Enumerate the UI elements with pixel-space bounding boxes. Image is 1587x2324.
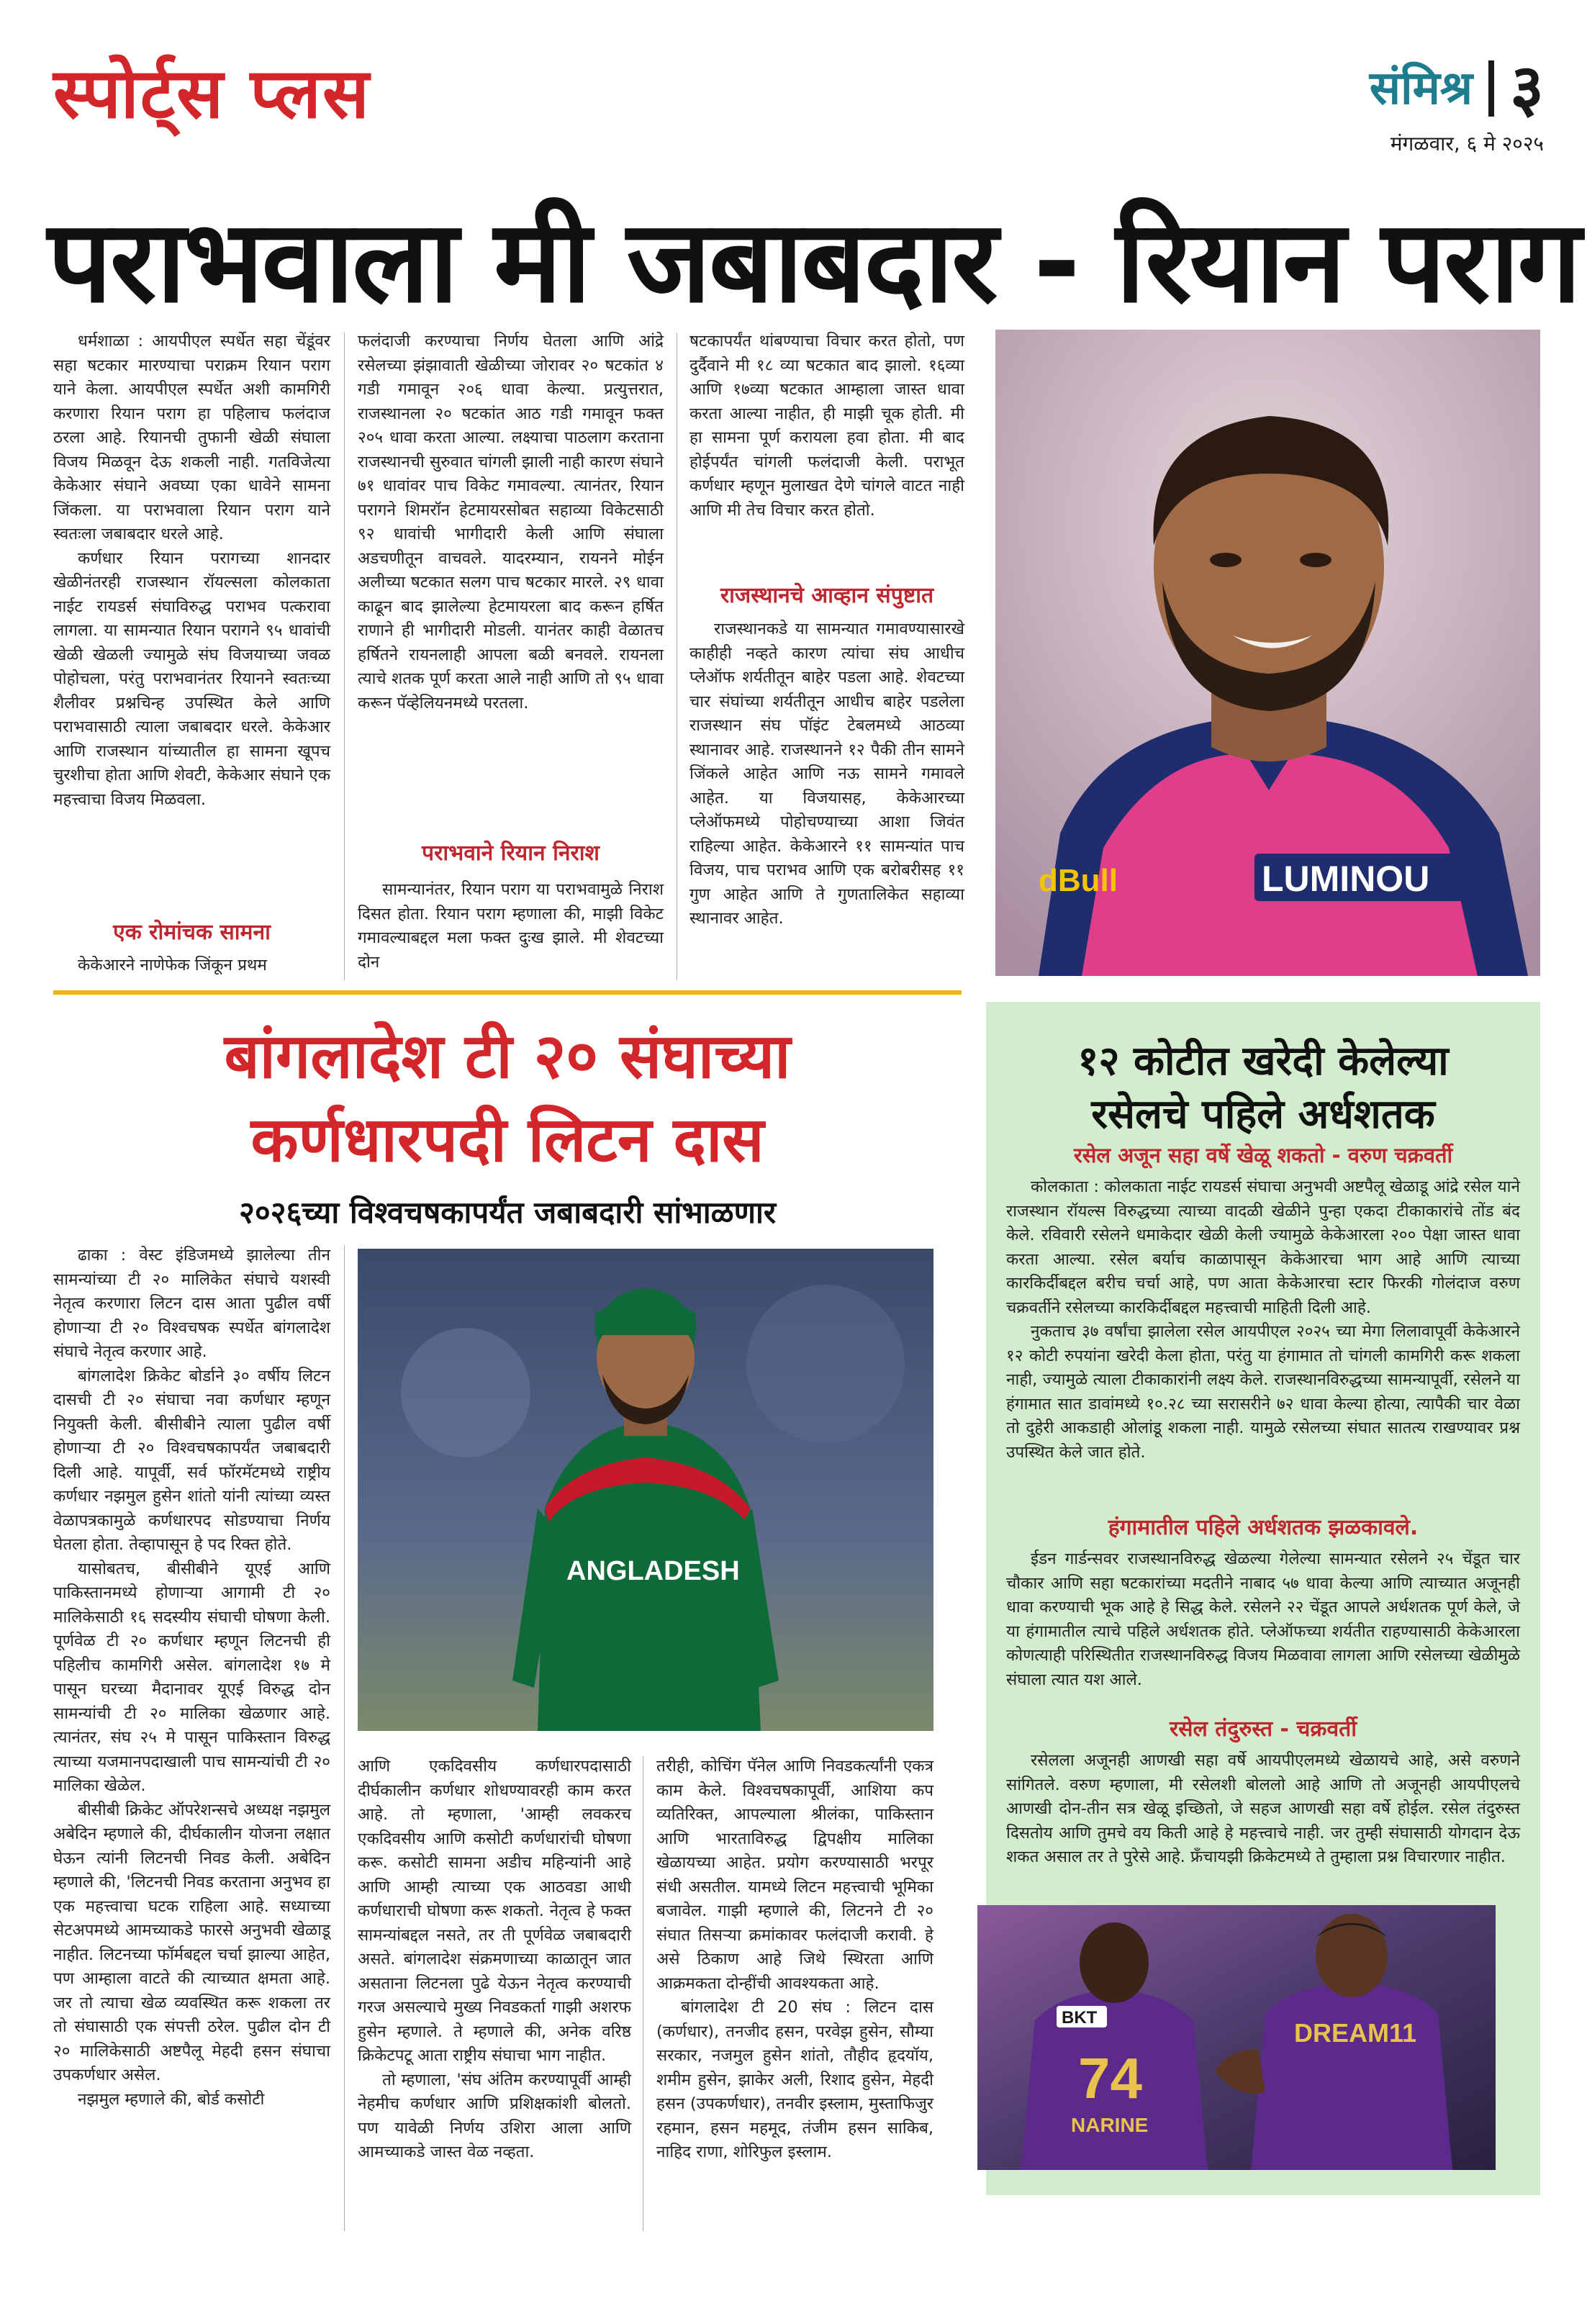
story3-body-2 bbox=[987, 1547, 1539, 1692]
story1-headline: पराभवाला मी जबाबदार - रियान पराग bbox=[48, 196, 1580, 328]
story3-deck: रसेल अजून सहा वर्षे खेळू शकतो - वरुण चक्रवर्ती bbox=[1073, 1143, 1453, 1167]
story2-headline-line2: कर्णधारपदी लिटन दास bbox=[250, 1104, 764, 1176]
story2-col1-para2: बांगलादेश क्रिकेट बोर्डाने ३० वर्षीय लिटन दासची टी २० संघाचा नवा कर्णधार म्हणून नियुक्ती केली. बीसीबीने त्याला पुढील वर्षी होणाऱ्या टी २० विश्वचषकापर्यंत जबाबदारी दिली आहे. यापूर्वी, सर्व फॉरमॅटमध्ये राष्ट्रीय कर्णधार नझमुल हुसेन शांतो यांनी त्यांच्या व्यस्त वेळापत्रकामुळे कर्णधारपद सोडण्याचा निर्णय घेतला होता. तेव्हापासून हे पद रिक्त होते. bbox=[53, 1366, 330, 1554]
kkr-players-photo bbox=[977, 1905, 1496, 2170]
story1-column-2: फलंदाजी करण्याचा निर्णय घेतला आणि आंद्रे रसेलच्या झंझावाती खेळीच्या जोरावर २० षटकांत ४ गडी गमावून २०६ धावा केल्या. प्रत्युत्तरात, राजस्थानला २० षटकांत आठ गडी गमावून फक्त २०५ धावा करता आल्या. लक्ष्याचा पाठलाग करताना राजस्थानची सुरुवात चांगली झाली नाही कारण संघाने ७१ धावांवर पाच विकेट गमावल्या. त्यानंतर, रियान परागने शिमरॉन हेटमायरसोबत सहाव्या विकेटसाठी ९२ धावांची भागीदारी केली आणि संघाला अडचणीतून वाचवले. यादरम्यान, रायनने मोईन अलीच्या षटकात सलग पाच षटकार मारले. २९ धावा काढून बाद झालेल्या हेटमायरला बाद करून हर्षित राणाने ही भागीदारी मोडली. यानंतर काही वेळातच हर्षितने रायनलाही आपला बळी बनवले. रायनला त्याचे शतक पूर्ण करता आले नाही आणि तो ९५ धावा करून पॅव्हेलियनमध्ये परतला. bbox=[358, 332, 664, 713]
story1-col3-tail: राजस्थानकडे या सामन्यात गमावण्यासारखे काहीही नव्हते कारण त्यांचा संघ आधीच प्लेऑफ शर्यतीतून बाहेर पडला आहे. शेवटच्या चार संघांच्या शर्यतीतून आधीच बाहेर पडलेला राजस्थान संघ पॉइंट टेबलमध्ये आठव्या स्थानावर आहे. राजस्थानने १२ पैकी तीन सामने जिंकले आहेत आणि नऊ सामने गमावले आहेत. या विजयासह, केकेआरच्या प्लेऑफमध्ये पोहोचण्याच्या आशा जिवंत राहिल्या आहेत. केकेआरने ११ सामन्यांत पाच विजय, पाच पराभव आणि एक बरोबरीसह ११ गुण आहेत आणि ते गुणतालिकेत सहाव्या स्थानावर आहेत. bbox=[689, 620, 964, 928]
story3-para2: नुकताच ३७ वर्षांचा झालेला रसेल आयपीएल २०२५ च्या मेगा लिलावापूर्वी केकेआरने १२ कोटी रुपयांना खरेदी केला होता, परंतु या हंगामात तो चांगली कामगिरी करू शकला नाही, ज्यामुळे त्याला टीकाकारांनी लक्ष्य केले. राजस्थानविरुद्धच्या सामन्यापूर्वी, रसेलने या हंगामात सात डावांमध्ये १०.२८ च्या सरासरीने ७२ धावा केल्या होत्या, त्यापैकी चार वेळा तो दुहेरी आकडाही ओलांडू शकला नाही. यामुळे रसेलच्या संघात सातत्य राखण्यावर प्रश्न उपस्थित केले जात होते. bbox=[1006, 1322, 1520, 1462]
section-divider bbox=[1488, 60, 1494, 117]
story1-col2-tail: सामन्यानंतर, रियान पराग या पराभवामुळे निराश दिसत होता. रियान पराग म्हणाला की, माझी विकेट गमावल्याबद्दल मला फक्त दुःख झाले. मी शेवटच्या दोन bbox=[358, 880, 664, 972]
page-number: ३ bbox=[1510, 50, 1544, 126]
story1-subhead-1: एक रोमांचक सामना bbox=[113, 920, 271, 945]
masthead-brand: स्पोर्ट्स प्लस bbox=[53, 53, 371, 134]
story2-col2-para2: तो म्हणाला, 'संघ अंतिम करण्यापूर्वी आम्ही नेहमीच कर्णधार आणि प्रशिक्षकांशी बोलतो. पण यावेळी निर्णय उशिरा आला आणि आमच्याकडे जास्त वेळ नव्हता. bbox=[358, 2070, 631, 2161]
left-jersey-number: 74 bbox=[1078, 2046, 1142, 2110]
story1-subhead-3: राजस्थानचे आव्हान संपुष्टात bbox=[720, 583, 934, 608]
story2-headline-line1: बांगलादेश टी २० संघाच्या bbox=[224, 1021, 791, 1093]
litton-das-illustration bbox=[358, 1249, 933, 1731]
story1-col1-tail: केकेआरने नाणेफेक जिंकून प्रथम bbox=[78, 956, 267, 975]
story3-para1: कोलकाता : कोलकाता नाईट रायडर्स संघाचा अनुभवी अष्टपैलू खेळाडू आंद्रे रसेल याने राजस्थान रॉयल्स विरुद्धच्या त्याच्या वादळी खेळीने पुन्हा एकदा टीकाकारांचे तोंड बंद केले. रविवारी रसेलने धमाकेदार खेळी केली ज्यामुळे केकेआरला २०० पेक्षा जास्त धावा करता आल्या. रसेल बर्याच काळापासून केकेआरचा भाग आहे आणि त्याच्या कारकिर्दीबद्दल बरीच चर्चा आहे, पण आता केकेआरचा स्टार फिरकी गोलंदाज वरुण चक्रवर्तीने रसेलच्या कारकिर्दीबद्दल महत्त्वाची माहिती दिली आहे. bbox=[1006, 1177, 1520, 1317]
story2-col1-para3: यासोबतच, बीसीबीने यूएई आणि पाकिस्तानमध्ये होणाऱ्या आगामी टी २० मालिकेसाठी १६ सदस्यीय संघाची घोषणा केली. पूर्णवेळ टी २० कर्णधार म्हणून लिटनची ही पहिलीच कामगिरी असेल. बांगलादेश १७ मे पासून घरच्या मैदानावर यूएई विरुद्ध दोन सामन्यांची टी २० मालिका खेळणार आहे. त्यानंतर, संघ २५ मे पासून पाकिस्तान विरुद्ध त्याच्या यजमानपदाखाली पाच सामन्यांची टी २० मालिका खेळेल. bbox=[53, 1559, 330, 1795]
story2-col3-para2: बांगलादेश टी 20 संघ : लिटन दास (कर्णधार), तनजीद हसन, परवेझ हुसेन, सौम्या सरकार, नजमुल हुसेन शांतो, तौहीद हृदयॉय, शमीम हुसेन, झाकेर अली, रिशाद हुसेन, मेहदी हसन (उपकर्णधार), तनवीर इस्लाम, मुस्ताफिजुर रहमान, हसन महमूद, तंजीम हसन साकिब, नाहिद राणा, शोरिफुल इस्लाम. bbox=[656, 1998, 933, 2161]
story3-body-1 bbox=[987, 1175, 1539, 1465]
kkr-players-illustration bbox=[977, 1905, 1496, 2170]
section-header bbox=[1369, 50, 1544, 155]
story3-para4: रसेलला अजूनही आणखी सहा वर्षे आयपीएलमध्ये खेळायचे आहे, असे वरुणने सांगितले. वरुण म्हणाला, मी रसेलशी बोललो आहे आणि तो अजूनही आयपीएलचे आणखी दोन-तीन सत्र खेळू इच्छितो, जे सहज आणखी सहा वर्षे होईल. रसेल तंदुरुस्त दिसतोय आणि तुमचे वय किती आहे हे महत्त्वाचे नाही. जर तुम्ही संघासाठी योगदान देऊ शकत असाल तर ते पुरेसे आहे. फ्रँचायझी क्रिकेटमध्ये ते तुम्हाला प्रश्न विचारणार नाहीत. bbox=[1006, 1751, 1520, 1866]
story1-column-1 bbox=[53, 330, 330, 812]
story2-column-3 bbox=[656, 1755, 933, 2165]
issue-date: मंगळवार, ६ मे २०२५ bbox=[1390, 132, 1544, 155]
story1-col1-para1: धर्मशाळा : आयपीएल स्पर्धेत सहा चेंडूंवर सहा षटकार मारण्याचा पराक्रम रियान पराग याने केला. आयपीएल स्पर्धेत अशी कामगिरी करणारा रियान पराग हा पहिलाच फलंदाज ठरला आहे. रियानची तुफानी खेळी संघाला विजय मिळवून देऊ शकली नाही. गतविजेत्या केकेआर संघाने अवघ्या एका धावेने सामना जिंकला. या पराभवाला रियान पराग याने स्वतःला जबाबदार धरले आहे. bbox=[53, 332, 330, 543]
story2-col1-para5: नझमुल म्हणाले की, बोर्ड कसोटी bbox=[78, 2089, 265, 2109]
story2-deck: २०२६च्या विश्वचषकापर्यंत जबाबदारी सांभाळणार bbox=[238, 1195, 777, 1230]
story1-subhead-2: पराभवाने रियान निराश bbox=[422, 841, 600, 866]
column-rule bbox=[344, 333, 345, 980]
story2-headline bbox=[53, 1015, 962, 1182]
column-rule bbox=[344, 1245, 345, 2231]
section-name: संमिश्र bbox=[1369, 62, 1473, 115]
story2-column-1 bbox=[53, 1244, 330, 2112]
story3-body-3 bbox=[987, 1749, 1539, 1870]
story3-headline-line2: रसेलचे पहिले अर्धशतक bbox=[1091, 1091, 1435, 1138]
story3-subhead-1: हंगामातील पहिले अर्धशतक झळकावले. bbox=[1108, 1515, 1419, 1540]
story2-column-2 bbox=[358, 1755, 631, 2165]
story2-col2-para1: आणि एकदिवसीय कर्णधारपदासाठी दीर्घकालीन कर्णधार शोधण्यावरही काम करत आहे. तो म्हणाला, 'आम्ही लवकरच एकदिवसीय आणि कसोटी कर्णधारांची घोषणा करू. कसोटी सामना अडीच महिन्यांनी आहे आणि आम्ही त्याच्या एक आठवडा आधी कर्णधाराची घोषणा करू शकतो. नेतृत्व हे फक्त सामन्यांबद्दल नसते, तर ती पूर्णवेळ जबाबदारी असते. बांगलादेश संक्रमणाच्या काळातून जात असताना लिटनला पुढे येऊन नेतृत्व करण्याची गरज असल्याचे मुख्य निवडकर्ता गाझी अशरफ हुसेन म्हणाले. ते म्हणाले की, अनेक वरिष्ठ क्रिकेटपटू आता राष्ट्रीय संघाचा भाग नाहीत. bbox=[358, 1757, 631, 2065]
jersey-country-text: ANGLADESH bbox=[566, 1556, 740, 1586]
story2-col1-para4: बीसीबी क्रिकेट ऑपरेशन्सचे अध्यक्ष नझमुल अबेदिन म्हणाले की, दीर्घकालीन योजना लक्षात घेऊन त्यांनी लिटनची निवड केली. अबेदिन म्हणाले की, 'लिटनची निवड करताना अनुभव हा एक महत्त्वाचा घटक राहिला आहे. सध्याच्या सेटअपमध्ये आमच्याकडे फारसे अनुभवी खेळाडू नाहीत. लिटनच्या फॉर्मबद्दल चर्चा झाल्या आहेत, पण आम्हाला वाटते की त्याच्यात क्षमता आहे. जर तो त्याचा खेळ व्यवस्थित करू शकला तर तो संघासाठी एक संपत्ती ठरेल. पुढील दोन टी २० मालिकेसाठी अष्टपैलू मेहदी हसन संघाचा उपकर्णधार असेल. bbox=[53, 1800, 330, 2084]
section-divider-rule bbox=[53, 990, 962, 995]
story1-col1-para2: कर्णधार रियान परागच्या शानदार खेळीनंतरही राजस्थान रॉयल्सला कोलकाता नाईट रायडर्स संघाविरुद्ध पराभव पत्करावा लागला. या सामन्यात रियान परागने ९५ धावांची खेळी खेळली ज्यामुळे संघ विजयाच्या जवळ पोहोचला, परंतु पराभवानंतर रियानने स्वतःच्या शैलीवर प्रश्नचिन्ह उपस्थित केले आणि पराभवासाठी त्याला जबाबदार धरले. केकेआर आणि राजस्थान यांच्यातील हा सामना खूपच चुरशीचा होता आणि शेवटी, केकेआर संघाने एक महत्त्वाचा विजय मिळवला. bbox=[53, 548, 330, 809]
story3-headline bbox=[986, 1035, 1540, 1141]
story2-col3-para1: तरीही, कोचिंग पॅनेल आणि निवडकर्त्यांनी एकत्र काम केले. विश्वचषकापूर्वी, आशिया कप व्यतिरिक्त, आपल्याला श्रीलंका, पाकिस्तान आणि भारताविरुद्ध द्विपक्षीय मालिका खेळायच्या आहेत. प्रयोग करण्यासाठी भरपूर संधी असतील. यामध्ये लिटन महत्त्वाची भूमिका बजावेल. गाझी म्हणाले की, लिटनने टी २० संघात तिसऱ्या क्रमांकावर फलंदाजी करावी. हे असे ठिकाण आहे जिथे स्थिरता आणि आक्रमकता दोन्हींची आवश्यकता आहे. bbox=[656, 1757, 933, 1993]
right-sponsor-text: DREAM11 bbox=[1294, 2018, 1417, 2048]
story3-subhead-2: रसेल तंदुरुस्त - चक्रवर्ती bbox=[1169, 1717, 1357, 1742]
riyan-parag-photo bbox=[995, 330, 1540, 976]
litton-das-photo bbox=[358, 1249, 933, 1731]
story3-para3: ईडन गार्डन्सवर राजस्थानविरुद्ध खेळल्या गेलेल्या सामन्यात रसेलने २५ चेंडूत चार चौकार आणि सहा षटकारांच्या मदतीने नाबाद ५७ धावा केल्या आणि त्याच्यात अजूनही धावा करण्याची भूक आहे हे सिद्ध केले. रसेलने २२ चेंडूत आपले अर्धशतक पूर्ण केले, जे या हंगामातील त्याचे पहिले अर्धशतक होते. प्लेऑफच्या शर्यतीत राहण्यासाठी केकेआरला कोणत्याही परिस्थितीत राजस्थानविरुद्ध विजय मिळवावा लागला आणि रसेलच्या खेळीमुळे संघाला त्यात यश आले. bbox=[1006, 1550, 1520, 1689]
riyan-parag-illustration bbox=[995, 330, 1540, 976]
story2-col1-para1: ढाका : वेस्ट इंडिजमध्ये झालेल्या तीन सामन्यांच्या टी २० मालिकेत संघाचे यशस्वी नेतृत्व करणारा लिटन दास आता पुढील वर्षी होणाऱ्या टी २० विश्वचषक स्पर्धेत बांगलादेश संघाचे नेतृत्व करणार आहे. bbox=[53, 1246, 330, 1361]
story1-column-3: षटकापर्यंत थांबण्याचा विचार करत होतो, पण दुर्दैवाने मी १८ व्या षटकात बाद झालो. १६व्या आणि १७व्या षटकात आम्हाला जास्त धावा करता आल्या नाहीत, ही माझी चूक होती. मी हा सामना पूर्ण करायला हवा होता. मी बाद होईपर्यंत चांगली फलंदाजी केली. पराभूत कर्णधार म्हणून मुलाखत देणे चांगले वाटत नाही आणि मी तेच विचार करत होतो. bbox=[689, 332, 964, 520]
jersey-sponsor-text: LUMINOU bbox=[1262, 859, 1430, 899]
left-sponsor-text: BKT bbox=[1062, 2008, 1098, 2027]
left-jersey-name: NARINE bbox=[1071, 2114, 1149, 2136]
jersey-logo-text: dBull bbox=[1039, 863, 1118, 898]
story3-headline-line1: १२ कोटीत खरेदी केलेल्या bbox=[1077, 1038, 1449, 1085]
